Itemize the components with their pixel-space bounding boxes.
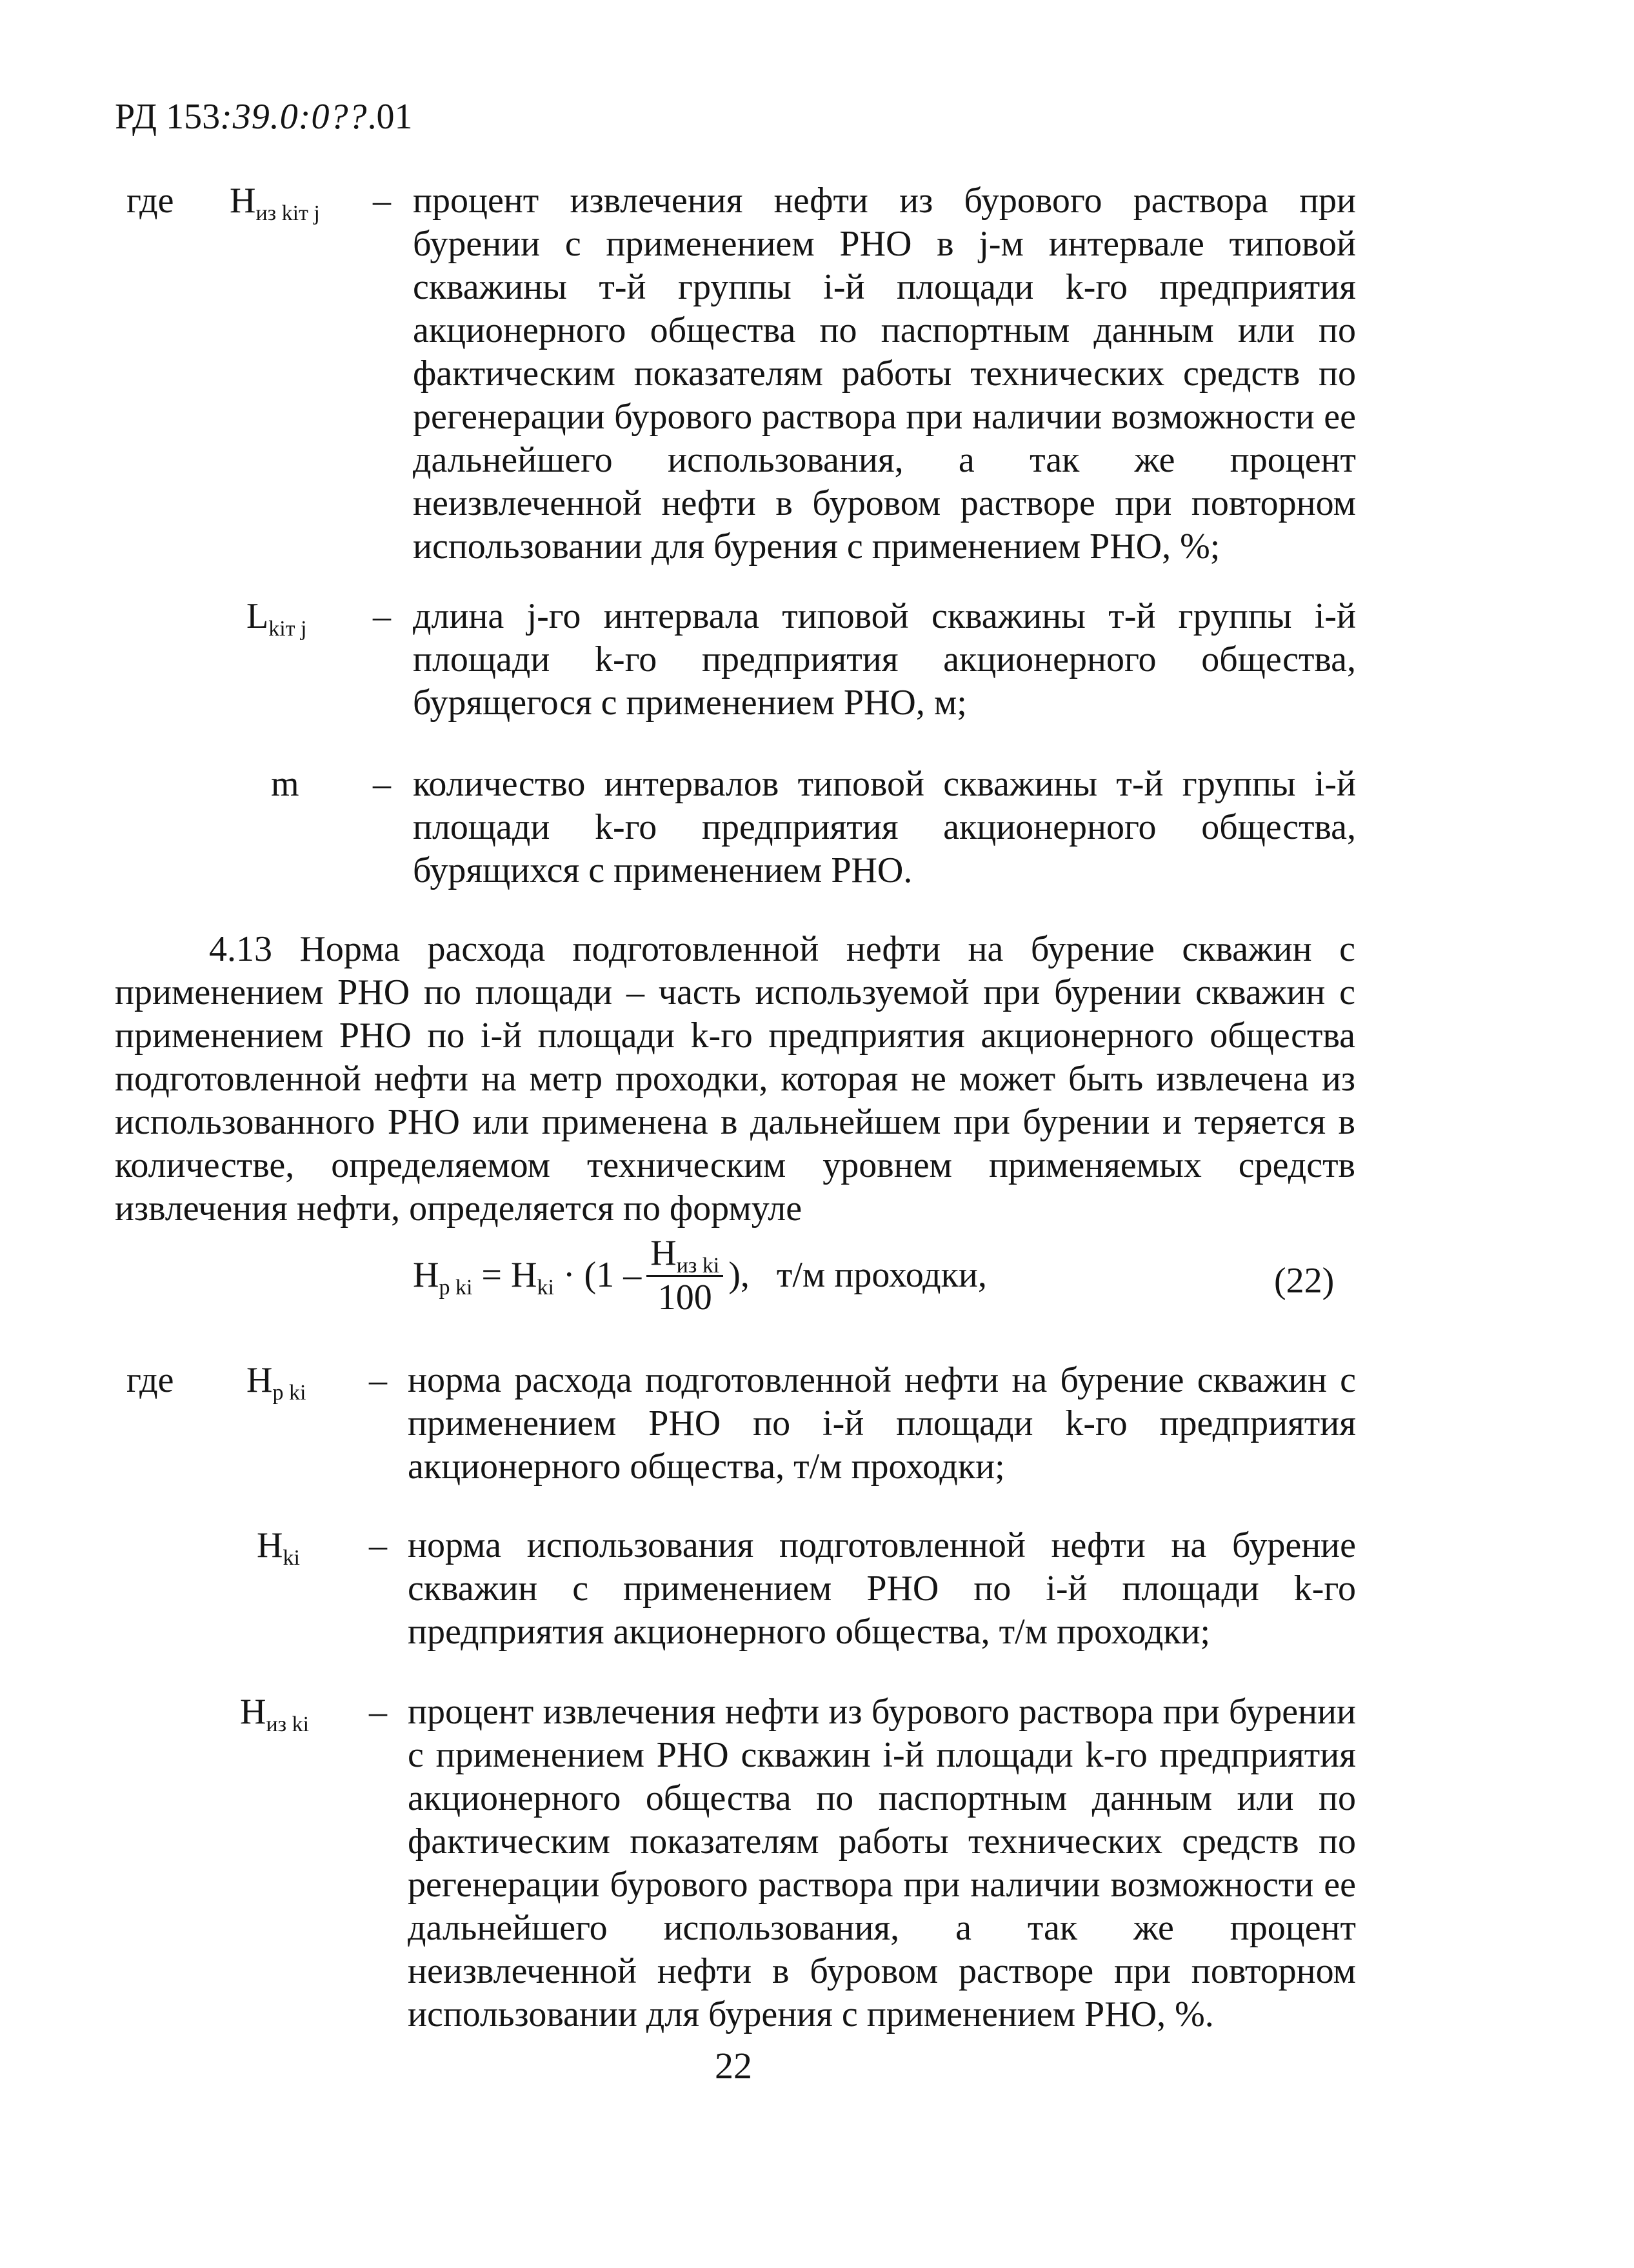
symbol-n-p-ki: $Н_{p ki}$ xyxy=(246,1360,306,1405)
definition-dash: – xyxy=(373,596,391,636)
formula-tail: ), т/м проходки, xyxy=(728,1255,987,1295)
page-number: 22 xyxy=(715,2045,752,2087)
definition-m: количество интервалов типовой скважины т-й группы i-й площади k-го предприятия акционерного общества, бурящихся с применением РНО. xyxy=(413,764,1356,890)
formula-fraction xyxy=(646,1234,723,1317)
definition-dash: – xyxy=(373,764,391,804)
symbol-n-iz-ki: $Н_{из ki}$ xyxy=(240,1692,310,1736)
fraction-numerator: $Н_{из ki}$ xyxy=(646,1234,723,1277)
definition-dash: – xyxy=(369,1692,387,1732)
document-code-suffix: .01 xyxy=(367,97,413,137)
formula-22 xyxy=(413,1234,987,1317)
where-label: где xyxy=(126,1360,174,1400)
symbol-n-iz-kitj: $Н_{из kiт j}$ xyxy=(230,181,320,225)
fraction-denominator: 100 xyxy=(657,1278,712,1318)
definition-n-iz-kitj: процент извлечения нефти из бурового раствора при бурении с применением РНО в j-м интервале типовой скважины т-й группы i-й площади k-го предприятия акционерного общества по паспортным данным или по фактическим показателям работы технических средств по регенерации бурового раствора при наличии возможности ее дальнейшего использования, а так же процент неизвлеченной нефти в буровом растворе при повторном использовании для бурения с применением РНО, %; xyxy=(413,181,1356,567)
section-4-13-paragraph: 4.13 Норма расхода подготовленной нефти на бурение скважин с применением РНО по площади – часть используемой при бурении скважин с применением РНО по i-й площади k-го предприятия акционерного общества подготовленной нефти на метр проходки, которая не может быть извлечена из использованного РНО или применена в дальнейшем при бурении и теряется в количестве, определяемом техническим уровнем применяемых средств извлечения нефти, определяется по формуле xyxy=(115,929,1355,1229)
definition-dash: – xyxy=(369,1360,387,1400)
formula-lhs: $Н_{p ki}$ xyxy=(413,1255,473,1300)
symbol-m: m xyxy=(271,764,299,804)
where-label: где xyxy=(126,181,174,221)
equation-number: (22) xyxy=(1274,1261,1335,1301)
document-code-prefix: РД 153 xyxy=(115,97,221,137)
definition-l-kitj: длина j-го интервала типовой скважины т-й группы i-й площади k-го предприятия акционерного общества, бурящегося с применением РНО, м; xyxy=(413,596,1356,723)
symbol-n-ki: $Н_{ki}$ xyxy=(257,1525,300,1570)
definition-dash: – xyxy=(369,1525,387,1565)
definition-n-p-ki: норма расхода подготовленной нефти на бурение скважин с применением РНО по i-й площади k-го предприятия акционерного общества, т/м проходки; xyxy=(408,1360,1356,1487)
definition-n-ki: норма использования подготовленной нефти на бурение скважин с применением РНО по i-й площади k-го предприятия акционерного общества, т/м проходки; xyxy=(408,1525,1356,1652)
formula-mid: · (1 – xyxy=(553,1255,642,1295)
definition-n-iz-ki: процент извлечения нефти из бурового раствора при бурении с применением РНО скважин i-й площади k-го предприятия акционерного общества по паспортным данным или по фактическим показателям работы технических средств по регенерации бурового раствора при наличии возможности ее дальнейшего использования, а так же процент неизвлеченной нефти в буровом растворе при повторном использовании для бурения с применением РНО, %. xyxy=(408,1692,1356,2034)
definition-dash: – xyxy=(373,181,391,221)
formula-equals: = xyxy=(472,1255,511,1295)
document-code-handwritten: :39.0:0?? xyxy=(220,97,368,137)
formula-h-ki: $Н_{ki}$ xyxy=(511,1255,554,1300)
symbol-l-kitj: $L_{kiт j}$ xyxy=(246,596,307,641)
document-code xyxy=(115,95,412,139)
